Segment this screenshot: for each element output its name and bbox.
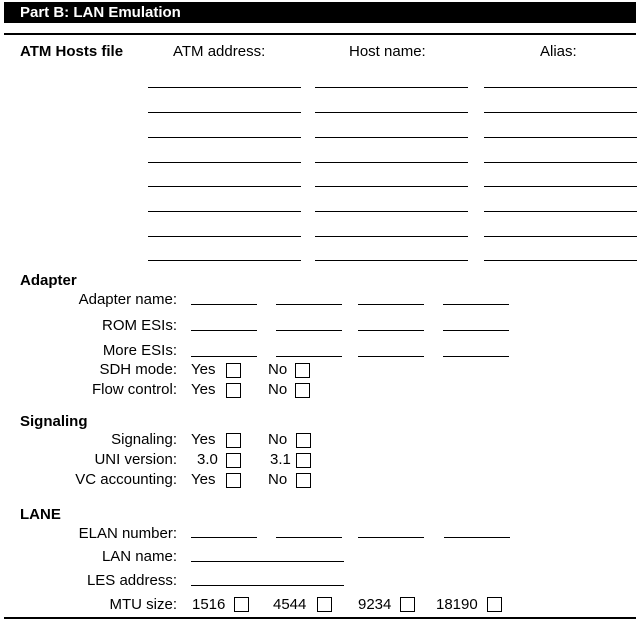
sdh-yes-label: Yes [191,361,216,378]
more-esis-field-3[interactable] [358,356,424,357]
atm-hosts-field-r4-c3[interactable] [484,162,637,163]
atm-hosts-field-r8-c3[interactable] [484,260,637,261]
lane-heading: LANE [20,506,61,523]
signaling-yes-checkbox[interactable] [226,433,241,448]
mtu-4544-label: 4544 [273,596,307,613]
bottom-rule [4,617,636,619]
atm-hosts-field-r1-c2[interactable] [315,87,468,88]
adapter-name-field-2[interactable] [276,304,342,305]
lan-name-field[interactable] [191,561,344,562]
signaling-label: Signaling: [111,431,177,448]
flow-no-label: No [268,381,288,398]
vc-accounting-label: VC accounting: [75,471,177,488]
more-esis-field-2[interactable] [276,356,342,357]
atm-hosts-field-r6-c3[interactable] [484,211,637,212]
lan-name-label: LAN name: [101,548,177,565]
more-esis-field-1[interactable] [191,356,257,357]
sdh-no-label: No [268,361,288,378]
atm-hosts-field-r2-c3[interactable] [484,112,637,113]
elan-number-field-3[interactable] [358,537,424,538]
sdh-yes-checkbox[interactable] [226,363,241,378]
atm-hosts-field-r6-c1[interactable] [148,211,301,212]
flow-control-label: Flow control: [91,381,177,398]
mtu-9234-checkbox[interactable] [400,597,415,612]
flow-yes-label: Yes [191,381,216,398]
atm-hosts-field-r3-c2[interactable] [315,137,468,138]
atm-hosts-field-r4-c2[interactable] [315,162,468,163]
mtu-18190-label: 18190 [436,596,478,613]
atm-hosts-field-r8-c2[interactable] [315,260,468,261]
les-address-label: LES address: [86,572,177,589]
signaling-heading: Signaling [20,413,88,430]
atm-hosts-heading: ATM Hosts file [20,43,124,60]
adapter-name-label: Adapter name: [78,291,177,308]
rom-esis-field-1[interactable] [191,330,257,331]
elan-number-field-2[interactable] [276,537,342,538]
atm-hosts-field-r7-c3[interactable] [484,236,637,237]
atm-hosts-field-r7-c1[interactable] [148,236,301,237]
uni-version-label: UNI version: [94,451,177,468]
uni-30-checkbox[interactable] [226,453,241,468]
atm-hosts-field-r2-c2[interactable] [315,112,468,113]
signaling-no-checkbox[interactable] [296,433,311,448]
adapter-name-field-4[interactable] [443,304,509,305]
atm-hosts-field-r1-c1[interactable] [148,87,301,88]
mtu-4544-checkbox[interactable] [317,597,332,612]
atm-hosts-field-r4-c1[interactable] [148,162,301,163]
top-rule [4,33,636,35]
adapter-name-field-1[interactable] [191,304,257,305]
vc-no-checkbox[interactable] [296,473,311,488]
more-esis-label: More ESIs: [102,342,177,359]
adapter-name-field-3[interactable] [358,304,424,305]
section-title: Part B: LAN Emulation [20,4,181,21]
atm-hosts-field-r1-c3[interactable] [484,87,637,88]
adapter-heading: Adapter [20,272,77,289]
column-host-name: Host name: [349,43,426,60]
rom-esis-field-3[interactable] [358,330,424,331]
more-esis-field-4[interactable] [443,356,509,357]
elan-number-field-4[interactable] [444,537,510,538]
mtu-9234-label: 9234 [358,596,392,613]
atm-hosts-field-r3-c1[interactable] [148,137,301,138]
atm-hosts-field-r2-c1[interactable] [148,112,301,113]
les-address-field[interactable] [191,585,344,586]
vc-no-label: No [268,471,288,488]
uni-31-checkbox[interactable] [296,453,311,468]
mtu-size-label: MTU size: [109,596,177,613]
flow-yes-checkbox[interactable] [226,383,241,398]
signaling-yes-label: Yes [191,431,216,448]
atm-hosts-field-r6-c2[interactable] [315,211,468,212]
rom-esis-field-4[interactable] [443,330,509,331]
atm-hosts-field-r5-c3[interactable] [484,186,637,187]
uni-30-label: 3.0 [197,451,218,468]
signaling-no-label: No [268,431,288,448]
rom-esis-label: ROM ESIs: [101,317,177,334]
sdh-mode-label: SDH mode: [99,361,177,378]
elan-number-field-1[interactable] [191,537,257,538]
column-alias: Alias: [540,43,577,60]
uni-31-label: 3.1 [270,451,291,468]
section-title-bar [4,2,636,23]
atm-hosts-field-r3-c3[interactable] [484,137,637,138]
atm-hosts-field-r8-c1[interactable] [148,260,301,261]
vc-yes-label: Yes [191,471,216,488]
sdh-no-checkbox[interactable] [295,363,310,378]
mtu-18190-checkbox[interactable] [487,597,502,612]
column-atm-address: ATM address: [173,43,266,60]
atm-hosts-field-r5-c2[interactable] [315,186,468,187]
vc-yes-checkbox[interactable] [226,473,241,488]
mtu-1516-checkbox[interactable] [234,597,249,612]
flow-no-checkbox[interactable] [295,383,310,398]
mtu-1516-label: 1516 [192,596,226,613]
rom-esis-field-2[interactable] [276,330,342,331]
elan-number-label: ELAN number: [78,525,177,542]
atm-hosts-field-r5-c1[interactable] [148,186,301,187]
atm-hosts-field-r7-c2[interactable] [315,236,468,237]
